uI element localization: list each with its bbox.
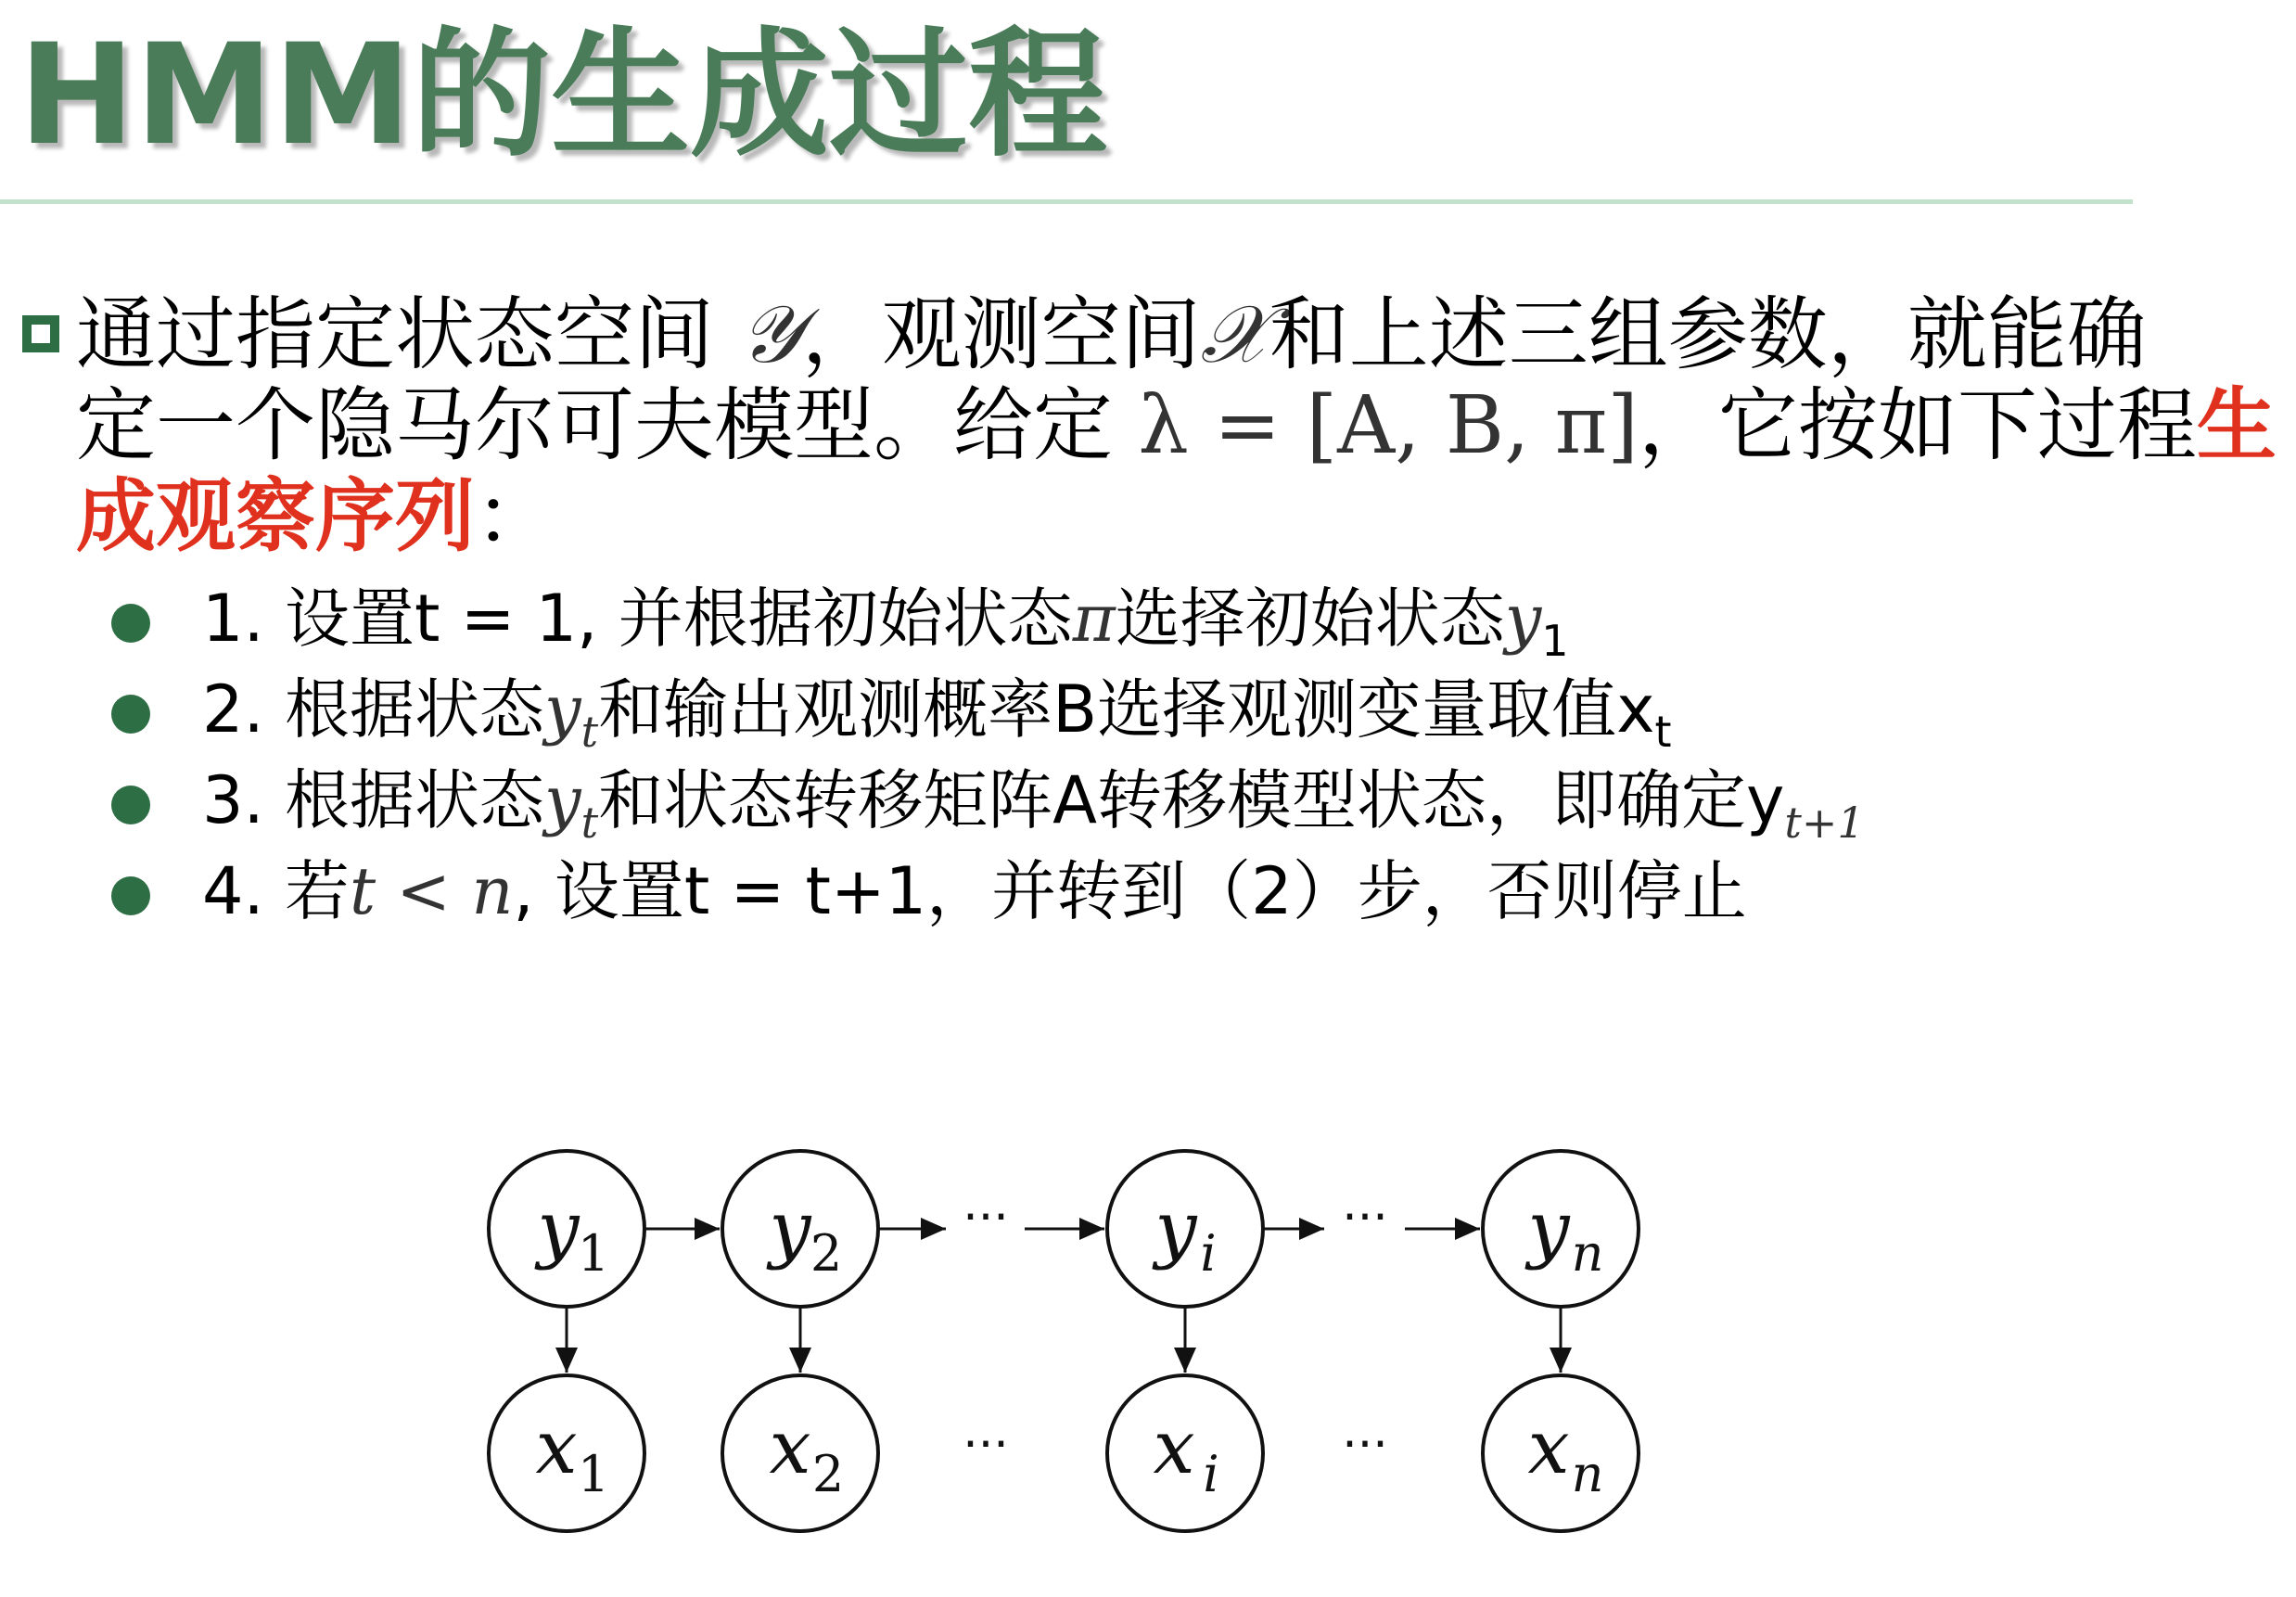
hidden-label-1: y — [537, 1185, 580, 1271]
step-2-sub2: t — [1654, 707, 1672, 757]
hidden-labels — [534, 1185, 1603, 1283]
step-3-prefix: 3. 根据状态 — [202, 762, 545, 838]
observed-row — [489, 1375, 1639, 1531]
hidden-label-i: y — [1154, 1185, 1197, 1271]
step-4-prefix: 4. 若 — [202, 853, 351, 929]
hidden-label-n: y — [1527, 1185, 1570, 1271]
observed-label-i: x — [1153, 1404, 1195, 1490]
observed-sub-2: 2 — [811, 1445, 845, 1503]
step-1-sub: 1 — [1541, 616, 1569, 666]
step-3-mid: 和状态转移矩阵A转移模型状态，即确定y — [598, 762, 1785, 838]
step-4-condition: t < n — [350, 853, 514, 929]
observed-sub-i: i — [1203, 1445, 1219, 1503]
intro-seg5: ，它按如下过程 — [1638, 379, 2197, 472]
step-2-y: y — [544, 671, 581, 747]
highlight-generate-part2: 成观察序列 — [76, 470, 475, 563]
step-2-prefix: 2. 根据状态 — [202, 671, 545, 747]
ellipsis-top-2: ··· — [1342, 1190, 1388, 1246]
step-2-mid: 和输出观测概率B选择观测变量取值x — [598, 671, 1655, 747]
step-3-y: y — [544, 762, 581, 838]
ellipsis-bottom-2: ··· — [1342, 1417, 1388, 1473]
step-3-sub1: t — [580, 798, 599, 848]
hidden-sub-i: i — [1200, 1224, 1217, 1283]
highlight-generate-part1: 生 — [2196, 379, 2277, 472]
ellipsis-top-1: ··· — [963, 1190, 1009, 1246]
lambda-expression: λ = [A, B, π] — [1138, 379, 1639, 472]
observed-sub-n: n — [1571, 1445, 1604, 1503]
hidden-label-2: y — [769, 1185, 811, 1271]
step-2-sub1: t — [580, 707, 599, 757]
state-space-symbol: 𝒴 — [739, 288, 802, 381]
hidden-sub-n: n — [1571, 1224, 1604, 1283]
step-1-pi: π — [1072, 581, 1116, 657]
observed-label-1: x — [535, 1404, 578, 1490]
edges — [567, 1229, 1561, 1373]
observed-sub-1: 1 — [577, 1445, 610, 1503]
intro-seg6: ： — [475, 470, 555, 563]
observed-labels — [535, 1404, 1603, 1503]
obs-space-symbol: 𝒳 — [1200, 288, 1269, 381]
step-4-suffix: , 设置t = t+1，并转到（2）步，否则停止 — [513, 853, 1747, 929]
hidden-sub-2: 2 — [810, 1224, 843, 1283]
step-1-prefix: 1. 设置t = 1, 并根据初始状态 — [202, 581, 1073, 657]
page-title: HMM的生成过程 — [19, 15, 1108, 176]
intro-seg1: 通过指定状态空间 — [76, 288, 740, 381]
intro-seg4: 定一个隐马尔可夫模型。给定 — [76, 379, 1139, 472]
step-1-mid: 选择初始状态 — [1115, 581, 1505, 657]
observed-label-n: x — [1527, 1404, 1570, 1490]
step-1-y: y — [1504, 581, 1542, 657]
ellipsis-bottom-1: ··· — [963, 1417, 1009, 1473]
observed-label-2: x — [769, 1404, 811, 1490]
intro-seg2: ，观测空间 — [801, 288, 1201, 381]
step-3-sub2: t+1 — [1784, 798, 1865, 848]
intro-seg3: 和上述三组参数，就能确 — [1269, 288, 2147, 381]
hidden-sub-1: 1 — [577, 1224, 610, 1283]
